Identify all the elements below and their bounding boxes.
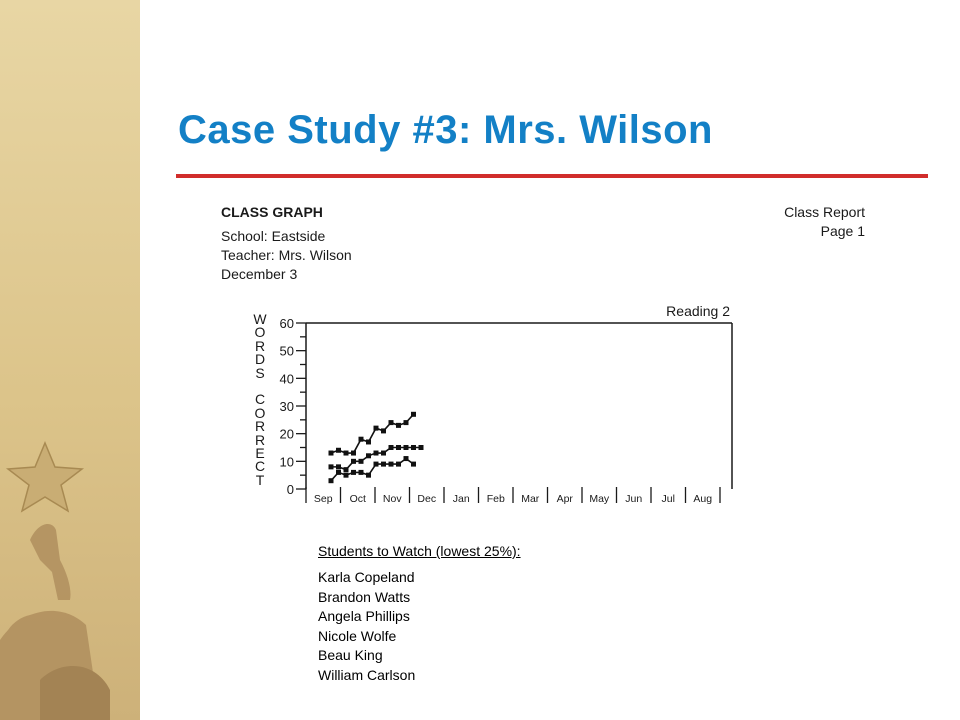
chart-title: Reading 2 — [666, 303, 730, 319]
data-point — [404, 456, 409, 461]
data-point — [404, 445, 409, 450]
y-tick-label: 40 — [279, 371, 294, 387]
school-label: School: Eastside — [221, 228, 326, 244]
data-point — [389, 462, 394, 467]
reading-chart — [208, 190, 880, 530]
data-point — [344, 451, 349, 456]
y-axis-label-letter: W — [253, 311, 267, 327]
report-type: Class Report — [784, 204, 865, 220]
data-point — [351, 459, 356, 464]
teacher-label: Teacher: Mrs. Wilson — [221, 247, 352, 263]
data-point — [344, 467, 349, 472]
report-heading: CLASS GRAPH — [221, 204, 323, 220]
star-icon — [8, 443, 82, 511]
y-axis-label-letter: O — [254, 404, 266, 421]
title-divider — [176, 174, 928, 178]
data-point — [329, 478, 334, 483]
y-axis-label-letter: R — [254, 431, 266, 448]
y-tick-label: 0 — [286, 482, 294, 497]
data-point — [411, 412, 416, 417]
data-point — [359, 437, 364, 442]
x-tick-label: Mar — [521, 493, 540, 505]
student-item: Brandon Watts — [318, 588, 411, 605]
x-tick-label: Dec — [417, 493, 437, 505]
data-point — [389, 420, 394, 425]
slide-title: Case Study #3: Mrs. Wilson — [178, 108, 713, 152]
data-point — [351, 451, 356, 456]
student-silhouette-icon — [0, 524, 110, 720]
y-tick-label: 50 — [279, 343, 294, 359]
x-tick-label: Jul — [661, 493, 675, 505]
data-point — [389, 445, 394, 450]
students-header: Students to Watch (lowest 25%): — [318, 543, 521, 559]
report-date: December 3 — [221, 266, 298, 282]
x-tick-label: Sep — [313, 493, 333, 505]
data-point — [381, 462, 386, 467]
student-item: Beau King — [318, 647, 383, 663]
sidebar-art — [0, 0, 140, 720]
data-point — [336, 470, 341, 475]
y-tick-label: 30 — [279, 399, 294, 414]
y-axis-label-letter: D — [254, 351, 266, 368]
student-item: Nicole Wolfe — [318, 627, 397, 644]
y-axis-label-letter: O — [254, 324, 266, 341]
data-point — [396, 445, 401, 450]
y-axis-label-letter: S — [255, 364, 265, 381]
data-point — [359, 459, 364, 464]
data-point — [366, 473, 371, 478]
student-item: Angela Phillips — [318, 608, 410, 624]
data-point — [396, 423, 401, 428]
data-point — [381, 451, 386, 456]
series-line — [331, 459, 414, 481]
x-tick-label: Oct — [349, 493, 366, 505]
data-point — [351, 470, 356, 475]
data-point — [329, 464, 334, 469]
x-tick-label: Jan — [452, 493, 470, 505]
y-axis-label-letter: R — [254, 337, 266, 354]
data-point — [329, 451, 334, 456]
data-point — [411, 462, 416, 467]
y-axis-label-letter: C — [254, 391, 266, 408]
data-point — [366, 439, 371, 444]
data-point — [381, 428, 386, 433]
data-point — [411, 445, 416, 450]
x-tick-label: Aug — [693, 493, 713, 505]
data-point — [359, 470, 364, 475]
data-point — [404, 420, 409, 425]
y-axis-label-letter: C — [254, 458, 266, 475]
class-report-card — [208, 190, 880, 700]
data-point — [336, 464, 341, 469]
x-tick-label: Jun — [625, 493, 643, 505]
x-tick-label: Nov — [382, 493, 402, 505]
data-point — [396, 462, 401, 467]
data-point — [419, 445, 424, 450]
student-item: William Carlson — [318, 666, 416, 683]
y-axis-label-letter: E — [255, 444, 265, 461]
data-point — [344, 473, 349, 478]
y-tick-label: 60 — [279, 316, 294, 331]
data-point — [336, 448, 341, 453]
students-to-watch — [318, 543, 521, 685]
y-axis-label-letter: T — [255, 471, 265, 488]
data-point — [366, 453, 371, 458]
page-number: Page 1 — [820, 223, 865, 239]
y-tick-label: 10 — [279, 454, 294, 470]
y-tick-label: 20 — [279, 426, 294, 442]
data-point — [374, 426, 379, 431]
data-point — [374, 451, 379, 456]
data-point — [374, 462, 379, 467]
y-axis-label-letter: R — [254, 418, 266, 435]
x-tick-label: Apr — [556, 493, 573, 505]
students-list — [318, 568, 521, 685]
x-tick-label: Feb — [486, 493, 505, 505]
x-tick-label: May — [589, 493, 610, 505]
sidebar-decoration — [0, 0, 140, 720]
student-item: Karla Copeland — [318, 569, 415, 585]
